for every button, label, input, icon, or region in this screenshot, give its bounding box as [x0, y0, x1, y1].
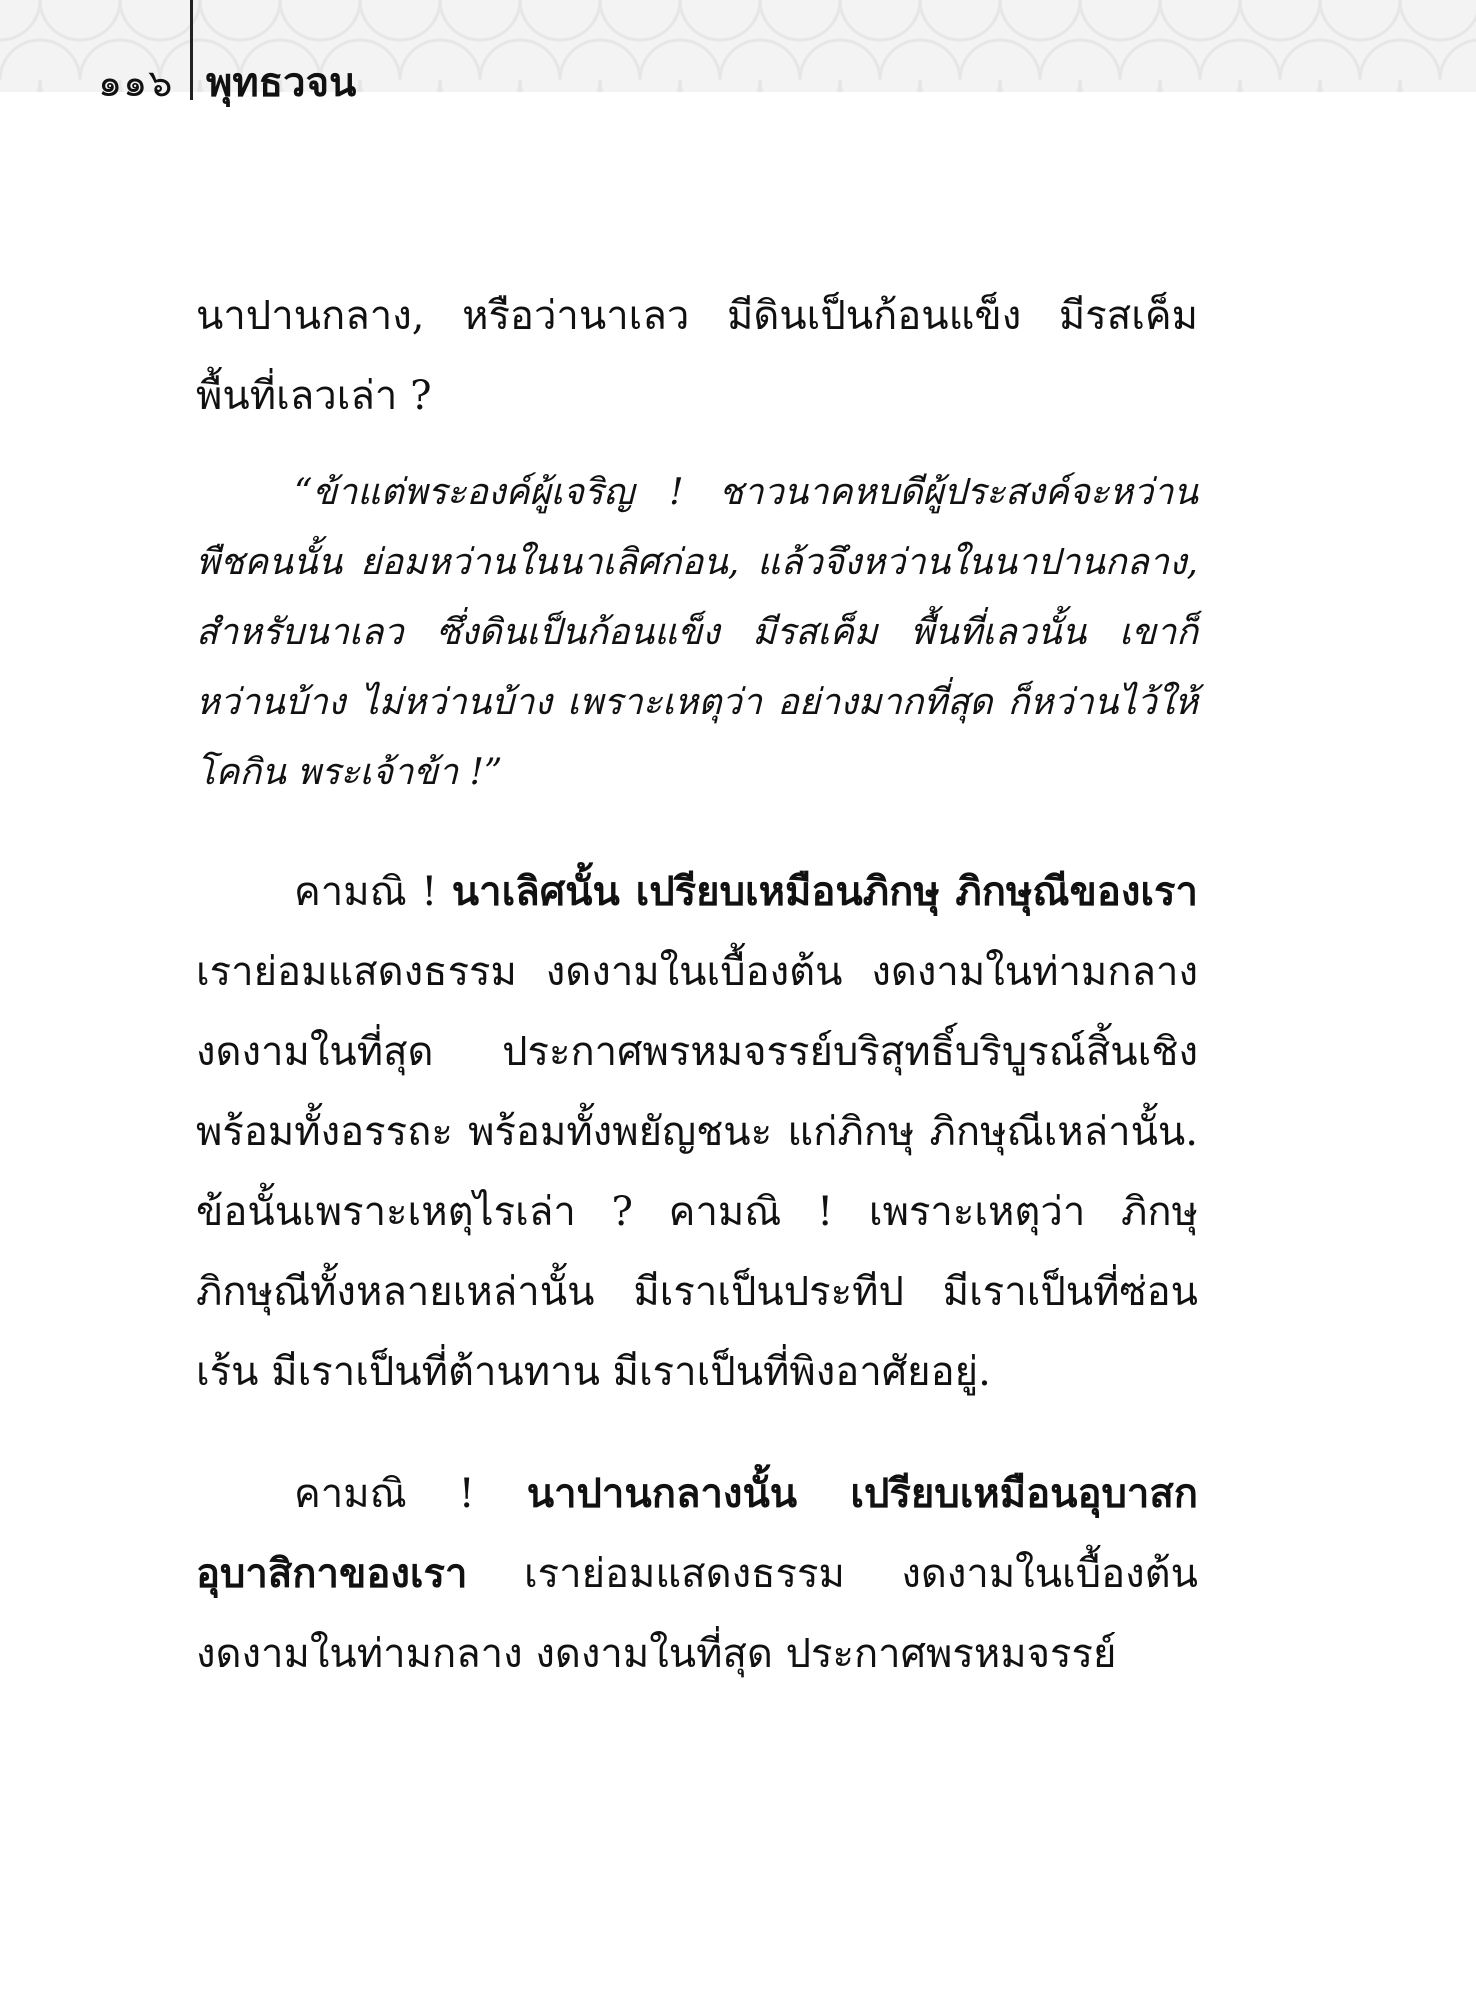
header-divider	[190, 0, 193, 100]
paragraph-field-middling	[196, 1454, 1198, 1694]
para2-rest: เราย่อมแสดงธรรม งดงามในเบื้องต้น งดงามในท่ามกลาง งดงามในที่สุด ประกาศพรหมจรรย์	[196, 1551, 1198, 1677]
para1-lead: คามณิ !	[294, 869, 452, 915]
para1-rest: เราย่อมแสดงธรรม งดงามในเบื้องต้น งดงามในท่ามกลาง งดงามในที่สุด ประกาศพรหมจรรย์บริสุทธิ์บริบูรณ์สิ้นเชิง พร้อมทั้งอรรถะ พร้อมทั้งพยัญชนะ แก่ภิกษุ ภิกษุณีเหล่านั้น. ข้อนั้นเพราะเหตุไรเล่า ? คามณิ ! เพราะเหตุว่า ภิกษุ ภิกษุณีทั้งหลายเหล่านั้น มีเราเป็นประทีป มีเราเป็นที่ซ่อนเร้น มีเราเป็นที่ต้านทาน มีเราเป็นที่พิงอาศัยอยู่.	[196, 949, 1198, 1395]
para2-bold: นาปานกลางนั้น เปรียบเหมือนอุบาสกอุบาสิกาของเรา	[196, 1470, 1198, 1597]
page-number: ๑๑๖	[98, 61, 174, 105]
page-body	[196, 276, 1198, 1694]
para1-bold: นาเลิศนั้น เปรียบเหมือนภิกษุ ภิกษุณีของเรา	[451, 868, 1198, 915]
paragraph-field-excellent	[196, 852, 1198, 1412]
running-title: พุทธวจน	[206, 60, 357, 106]
continuation-paragraph: นาปานกลาง, หรือว่านาเลว มีดินเป็นก้อนแข็ง มีรสเค็ม พื้นที่เลวเล่า ?	[196, 293, 1198, 419]
para2-lead: คามณิ !	[294, 1471, 527, 1517]
quote-paragraph: “ข้าแต่พระองค์ผู้เจริญ ! ชาวนาคหบดีผู้ประสงค์จะหว่านพืชคนนั้น ย่อมหว่านในนาเลิศก่อน, แล้วจึงหว่านในนาปานกลาง, สำหรับนาเลว ซึ่งดินเป็นก้อนแข็ง มีรสเค็ม พื้นที่เลวนั้น เขาก็หว่านบ้าง ไม่หว่านบ้าง เพราะเหตุว่า อย่างมากที่สุด ก็หว่านไว้ให้โคกิน พระเจ้าข้า !”	[196, 472, 1198, 793]
